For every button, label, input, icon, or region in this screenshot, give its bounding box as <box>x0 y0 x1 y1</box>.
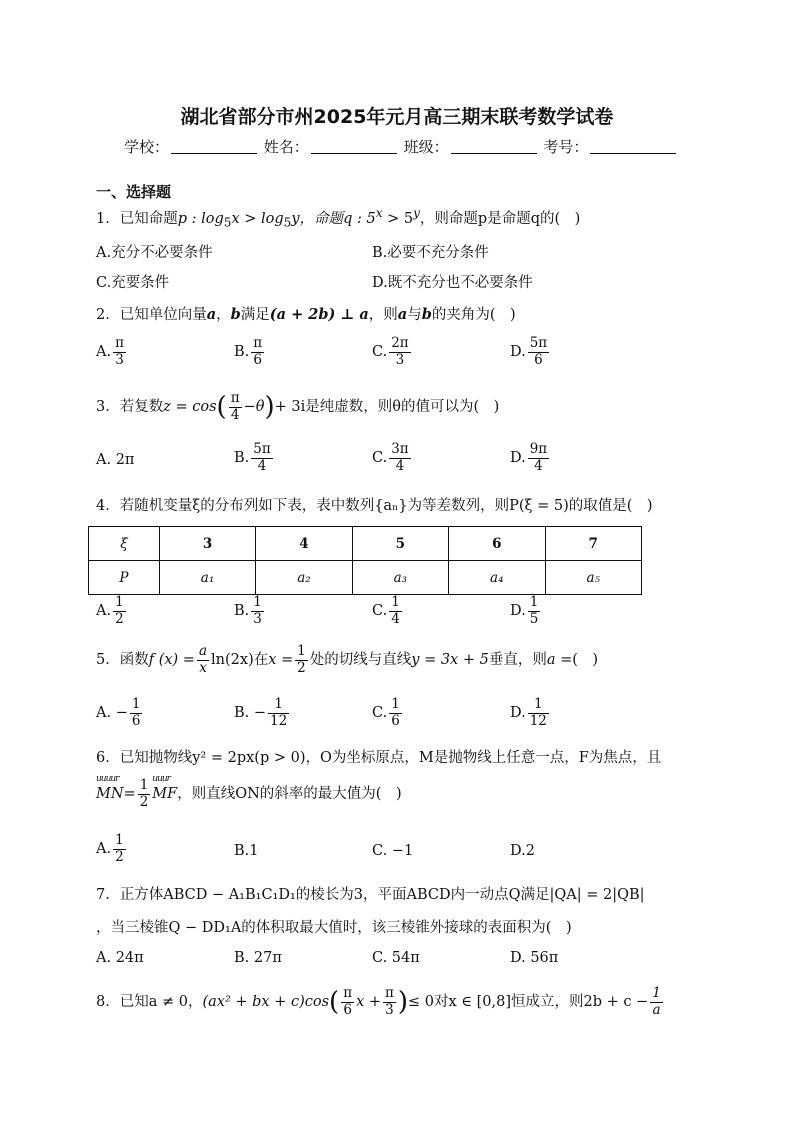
vector-mn: uuuur MN <box>96 774 124 803</box>
q1-number: 1． <box>96 210 120 227</box>
q2-vb2: b <box>421 306 432 323</box>
q3-text2: 是纯虚数，则θ的值可以为( ) <box>305 399 500 416</box>
q2-text1: 2．已知单位向量 <box>96 307 207 323</box>
q1-text: 已知命题 <box>119 210 178 227</box>
table-cell: ξ <box>89 527 160 561</box>
q6-option-c[interactable]: C. −1 <box>372 843 414 859</box>
q2-text2: 满足 <box>240 307 270 323</box>
q1-y: y，命题 <box>291 210 344 227</box>
q3-expr2: + 3i <box>274 399 306 416</box>
distribution-table <box>88 526 642 595</box>
name-blank[interactable] <box>311 139 397 154</box>
q7-option-a[interactable]: A. 24π <box>96 950 144 966</box>
q7-option-d[interactable]: D. 56π <box>510 950 559 966</box>
exam-title: 湖北省部分市州2025年元月高三期末联考数学试卷 <box>180 106 614 128</box>
table-cell: a₃ <box>352 561 448 595</box>
q3-option-d[interactable]: D. $\frac{9\pi}{4}$ <box>510 441 548 474</box>
question-5: 5．函数f (x) = $\frac{a}{x}$ ln(2x)在x = $\frac{1}{2}$ 处的切线与直线y = 3x + 5垂直，则a =( ) <box>96 643 599 676</box>
vector-mf: uuur MF <box>152 774 178 803</box>
q2-va2: a <box>397 306 408 323</box>
q2-va: a <box>206 306 217 323</box>
q1-post: ，则命题p是命题q的( ) <box>419 210 581 227</box>
q2-option-a[interactable]: A. $\frac{\pi}{3}$ <box>96 335 124 368</box>
question-7-line1: 7．正方体ABCD − A₁B₁C₁D₁的棱长为3，平面ABCD内一动点Q满足|QA| = 2|QB| <box>96 887 645 903</box>
q3-expr1: z = cos <box>163 399 217 416</box>
q5-option-d[interactable]: D. $\frac{1}{12}$ <box>510 696 547 729</box>
q4-option-d[interactable]: D. $\frac{1}{5}$ <box>510 594 539 627</box>
q1-supy: y <box>413 206 420 220</box>
school-label: 学校： <box>124 138 170 156</box>
q3-option-b[interactable]: B. $\frac{5\pi}{4}$ <box>234 441 271 474</box>
table-cell: 7 <box>545 527 642 561</box>
q2-vb: b <box>230 306 241 323</box>
q5-text4: 垂直，则 <box>488 652 547 669</box>
q6-option-b[interactable]: B.1 <box>234 843 259 859</box>
table-cell: a₅ <box>545 561 642 595</box>
q1-sub2: 5 <box>283 215 292 230</box>
q7-option-b[interactable]: B. 27π <box>234 950 282 966</box>
q5-option-b[interactable]: B. − $\frac{1}{12}$ <box>234 696 288 729</box>
q8-mid: x + <box>356 994 381 1011</box>
q2-option-d[interactable]: D. $\frac{5\pi}{6}$ <box>510 335 548 368</box>
table-row <box>89 561 642 595</box>
question-6-line1: 6．已知抛物线y² = 2px(p > 0)，O为坐标原点，M是抛物线上任意一点，F为焦点，且 <box>96 750 662 766</box>
q3-lparen: ( <box>216 392 227 423</box>
student-info-row <box>124 136 678 157</box>
q1-option-a[interactable]: A.充分不必要条件 <box>96 245 213 261</box>
q1-p: p : log <box>177 210 224 227</box>
q5-option-a[interactable]: A. − $\frac{1}{6}$ <box>96 696 141 729</box>
table-cell: P <box>89 561 160 595</box>
q8-expr: (ax² + bx + c)cos <box>202 994 330 1011</box>
q5-text3: 处的切线与直线 <box>309 652 412 669</box>
question-6-line2: uuuur MN= $\frac{1}{2}$ uuur MF，则直线ON的斜率的最大值为( ) <box>96 774 402 810</box>
q1-sup: x <box>375 206 383 220</box>
table-cell: a₂ <box>256 561 352 595</box>
table-cell: 3 <box>159 527 255 561</box>
table-cell: 6 <box>449 527 545 561</box>
q1-option-d[interactable]: D.既不充分也不必要条件 <box>372 275 533 291</box>
q7-option-c[interactable]: C. 54π <box>372 950 420 966</box>
school-blank[interactable] <box>171 139 257 154</box>
class-label: 班级： <box>403 138 449 156</box>
q8-text1: 8．已知a ≠ 0， <box>96 994 203 1011</box>
question-2: 2．已知单位向量a，b满足(a + 2b) ⊥ a，则a与b的夹角为( ) <box>96 306 516 323</box>
q1-sub: 5 <box>223 215 232 230</box>
q2-text3: ，则 <box>368 307 398 323</box>
q2-text4: 与 <box>407 307 422 323</box>
q6-option-a[interactable]: A. $\frac{1}{2}$ <box>96 832 124 865</box>
question-7-line2: ，当三棱锥Q − DD₁A的体积取最大值时，该三棱锥外接球的表面积为( ) <box>96 920 572 936</box>
q3-option-c[interactable]: C. $\frac{3\pi}{4}$ <box>372 441 409 474</box>
question-1 <box>96 206 580 230</box>
q1-option-b[interactable]: B.必要不充分条件 <box>372 245 489 261</box>
question-3: 3．若复数z = cos( $\frac{\pi}{4}$ −θ)+ 3i是纯虚数，则θ的值可以为( ) <box>96 390 500 423</box>
q3-text1: 3．若复数 <box>96 399 164 416</box>
class-blank[interactable] <box>451 139 537 154</box>
number-blank[interactable] <box>590 139 676 154</box>
table-cell: 5 <box>352 527 448 561</box>
q5-xeq: x = <box>268 652 294 669</box>
table-cell: a₄ <box>449 561 545 595</box>
q1-option-c[interactable]: C.充要条件 <box>96 275 170 291</box>
q5-ln: ln(2x) <box>211 652 254 669</box>
q6-eq: = <box>123 786 136 803</box>
q5-text1: 5．函数 <box>96 652 149 669</box>
q1-q: q : 5 <box>343 210 376 227</box>
q5-text5: ( ) <box>572 652 599 669</box>
q4-option-c[interactable]: C. $\frac{1}{4}$ <box>372 594 400 627</box>
table-row <box>89 527 642 561</box>
q6-line2: ，则直线ON的斜率的最大值为( ) <box>177 786 402 803</box>
q2-option-b[interactable]: B. $\frac{\pi}{6}$ <box>234 335 263 368</box>
name-label: 姓名： <box>263 138 309 156</box>
q3-minus: −θ <box>243 399 265 416</box>
q5-text2: 在 <box>253 652 269 669</box>
q5-line: y = 3x + 5 <box>411 652 489 669</box>
q4-option-a[interactable]: A. $\frac{1}{2}$ <box>96 594 124 627</box>
q3-rparen: ) <box>264 392 275 423</box>
q1-gt: > 5 <box>382 210 414 227</box>
q5-option-c[interactable]: C. $\frac{1}{6}$ <box>372 696 400 729</box>
table-cell: a₁ <box>159 561 255 595</box>
table-cell: 4 <box>256 527 352 561</box>
q5-fx: f (x) = <box>148 652 195 669</box>
q1-mid: x > log <box>231 210 284 227</box>
question-4: 4．若随机变量ξ的分布列如下表，表中数列{aₙ}为等差数列，则P(ξ = 5)的取值是( ) <box>96 498 653 514</box>
number-label: 考号： <box>543 138 589 156</box>
q4-option-b[interactable]: B. $\frac{1}{3}$ <box>234 594 262 627</box>
q2-option-c[interactable]: C. $\frac{2\pi}{3}$ <box>372 335 409 368</box>
q2-cond: (a + 2b) ⊥ a <box>269 306 369 323</box>
q8-text2: ≤ 0对x ∈ [0,8]恒成立，则2b + c − <box>408 994 649 1011</box>
question-8: 8．已知a ≠ 0，(ax² + bx + c)cos( $\frac{\pi}{6}$ x + $\frac{\pi}{3}$ )≤ 0对x ∈ [0,8]恒成立，则2b + c − $\frac{1}{a}$ <box>96 985 661 1018</box>
q2-text5: 的夹角为( ) <box>431 307 516 323</box>
section-heading: 一、选择题 <box>96 183 172 201</box>
q3-option-a[interactable]: A. 2π <box>96 452 135 468</box>
q5-aeq: a = <box>546 652 573 669</box>
q6-option-d[interactable]: D.2 <box>510 843 535 859</box>
